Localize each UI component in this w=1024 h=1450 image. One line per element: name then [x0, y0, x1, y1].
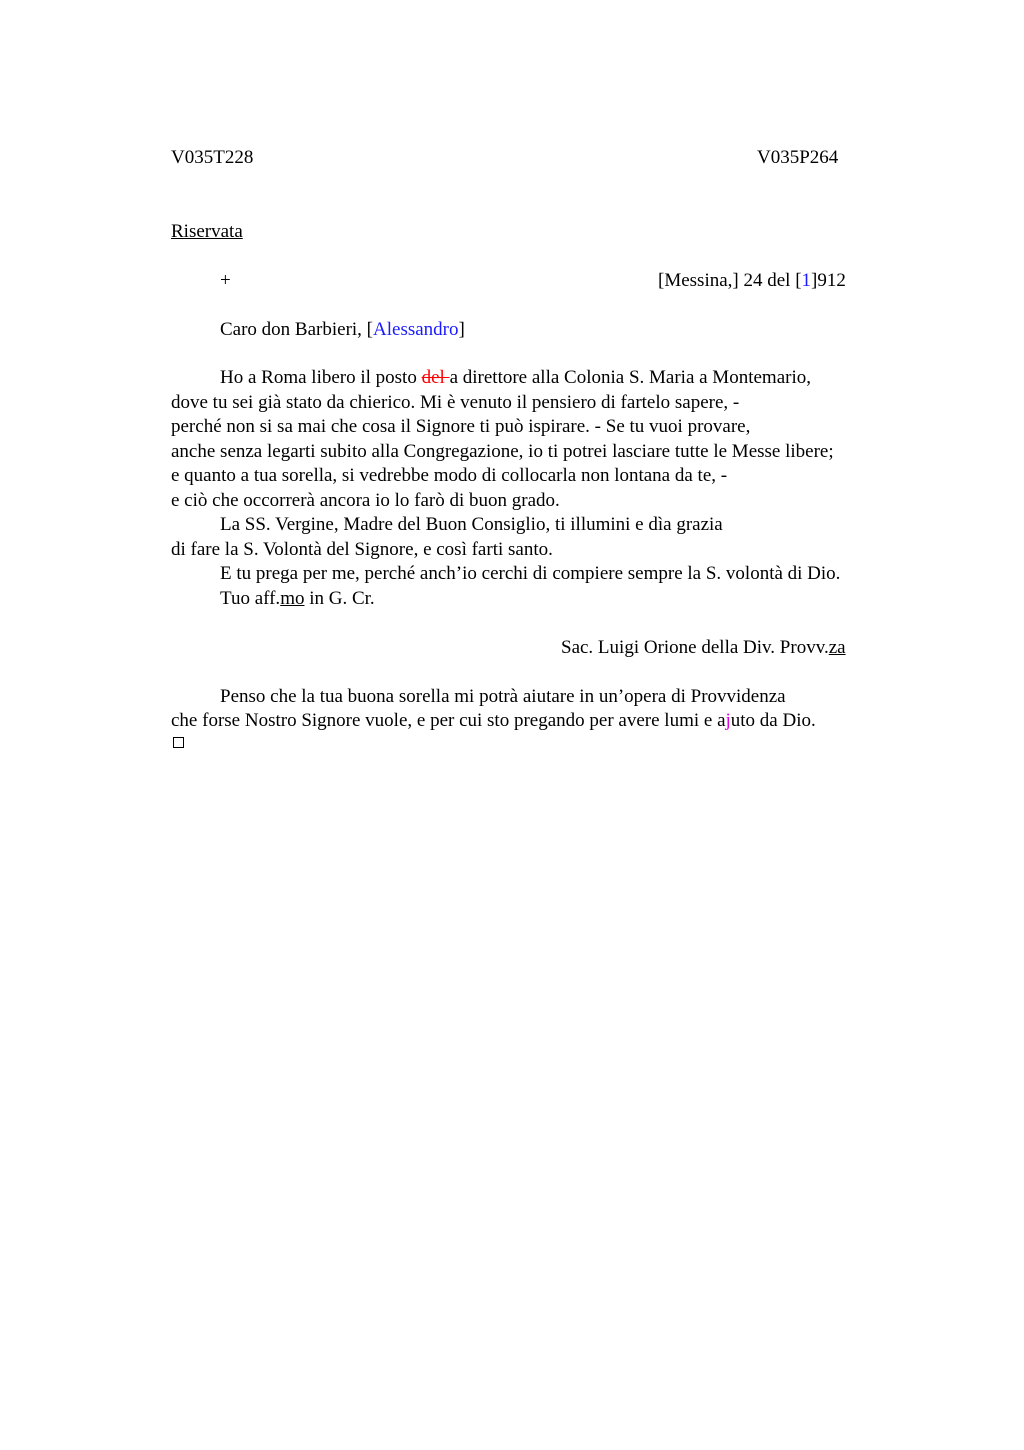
closing-line [220, 587, 375, 611]
date-year: ]912 [811, 270, 846, 291]
body-line-3: perché non si sa mai che cosa il Signore ti può ispirare. - Se tu vuoi provare, [171, 416, 751, 437]
body-line-1-start: Ho a Roma libero il posto [220, 367, 422, 388]
body-line-6: e ciò che occorrerà ancora io lo farò di buon grado. [171, 490, 560, 511]
closing-end: in G. Cr. [304, 588, 375, 609]
postscript-line-2-start: che forse Nostro Signore vuole, e per cui sto pregando per avere lumi e a [171, 710, 726, 731]
postscript-line-1: Penso che la tua buona sorella mi potrà aiutare in un’opera di Provvidenza [220, 686, 786, 707]
body-line-5: e quanto a tua sorella, si vedrebbe modo di collocarla non lontana da te, - [171, 465, 728, 486]
date-place: [Messina,] 24 del [ [658, 270, 802, 291]
body-line-8: di fare la S. Volontà del Signore, e così farti santo. [171, 539, 553, 560]
deleted-word: del [421, 367, 450, 388]
volume-code-left: V035T228 [171, 147, 254, 168]
body-line-7: La SS. Vergine, Madre del Buon Consiglio, ti illumini e dìa grazia [220, 514, 723, 535]
date-line [658, 269, 846, 293]
page-code-right: V035P264 [757, 147, 839, 168]
signature-text: Sac. Luigi Orione della Div. Provv. [561, 637, 829, 658]
closing-superscript-mo: mo [280, 588, 305, 609]
body-line-2: dove tu sei già stato da chierico. Mi è venuto il pensiero di fartelo sapere, - [171, 392, 740, 413]
closing-start: Tuo aff. [220, 588, 281, 609]
body-line-9: E tu prega per me, perché anch’io cerchi di compiere sempre la S. volontà di Dio. [220, 563, 841, 584]
body-line-4: anche senza legarti subito alla Congregazione, io ti potrei lasciare tutte le Messe libere; [171, 441, 834, 462]
salutation-close: ] [458, 319, 465, 340]
salutation-text: Caro don Barbieri, [ [220, 319, 374, 340]
date-editorial-digit: 1 [801, 270, 812, 291]
salutation-name: Alessandro [373, 319, 459, 340]
body-line-1-end: a direttore alla Colonia S. Maria a Montemario, [449, 367, 811, 388]
cross-mark: + [220, 270, 231, 291]
riservata-label: Riservata [171, 221, 243, 242]
postscript-line-2 [171, 709, 816, 733]
signature [561, 636, 846, 660]
signature-abbrev-za: za [828, 637, 846, 658]
body-line-1 [220, 366, 811, 390]
emended-letter: j [725, 710, 731, 731]
postscript-line-2-end: uto da Dio. [730, 710, 816, 731]
end-mark-box-icon [173, 737, 184, 748]
salutation [220, 318, 465, 342]
